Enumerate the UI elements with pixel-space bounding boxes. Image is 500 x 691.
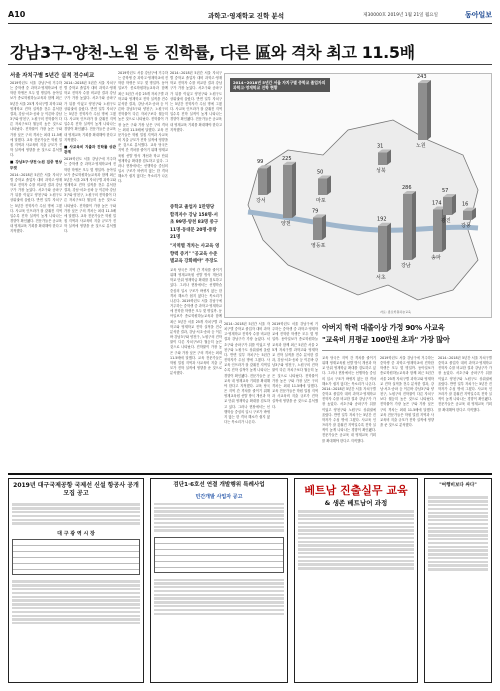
district-value: 31 bbox=[377, 143, 384, 150]
main-headline: 강남3구-양천-노원 등 진학률, 다른 區와 격차 최고 11.5배 bbox=[10, 43, 415, 62]
ad-airport-notice bbox=[8, 478, 144, 683]
side-kicker-2: "지역별 격차는 사교육 영향력 증거" "공교육 수준별교육 강화해야" 주장도 bbox=[170, 244, 220, 265]
district-name: 강서 bbox=[256, 198, 266, 204]
district-name: 성북 bbox=[376, 168, 386, 174]
district-bar bbox=[463, 211, 472, 220]
ad3-body bbox=[295, 507, 417, 573]
district-bar bbox=[443, 197, 452, 215]
district-bar bbox=[313, 217, 322, 240]
body-text: 교육 당국은 지역 간 격차를 줄이기 위해 영재교육원 선발 방식 개선과 학교 단위 영재학급 확대를 검토하고 있다. 그러나 현장에서는 선행학습 중심의 입시 구조가 바뀌지 않는 한 격차 해소가 쉽지 않다는 목소리가 나온다. bbox=[224, 383, 270, 424]
story2-headline bbox=[322, 322, 492, 346]
body-text: 교육 당국은 지역 간 격차를 줄이기 위해 영재교육원 선발 방식 개선과 학교 단위 영재학급 확대를 검토하고 있다. 그러나 현장에서는 선행학습 중심의 입시 구조가 바뀌지 않는 한 격차 해소가 쉽지 않다는 목소리가 나온다. bbox=[322, 356, 376, 386]
article-column-3 bbox=[118, 71, 168, 469]
district-name: 광진 bbox=[441, 218, 451, 224]
body-text: 2019학년도 서울 강남구에 거주하는 중학생 중 과학고·영재학교에 진학한 학생은 모두 몇 명일까. 동아일보가 종로학원하늘교육과 함께 최근 5년간 서울 25개 자치구별 과학고와 영재학교 진학 실적을 전수 분석한 결과, 강남·서초·송파 등 이른바 강남3구와 양천구, 노원구의 진학률이 다른 자치구보다 월등히 높은 것으로 나타났다. 진학률이 가장 높은 구와 가장 낮은 구의 격차는 최대 11.5배에 달했다. 교육 전문가들은 학원 밀집 지역과 사교육비 지출 규모가 진학 실적에 영향을 준 것으로 분석했다. bbox=[10, 81, 62, 158]
district-value: 286 bbox=[402, 185, 412, 191]
body-text: 2019학년도 서울 강남구에 거주하는 중학생 중 과학고·영재학교에 진학한 학생은 모두 몇 명일까. 동아일보가 종로학원하늘교육과 함께 최근 5년간 서울 25개 자치구별 과학고와 영재학교 진학 실적을 전수 분석한 결과, 강남·서초·송파 등 이른바 강남3구와 양천구, 노원구의 진학률이 다른 자치구보다 월등히 높은 것으로 나타났다. 진학률이 가장 높은 구와 가장 낮은 구의 격차는 최대 11.5배에 달했다. 교육 전문가들은 학원 밀집 지역과 사교육비 지출 규모가 진학 실적에 영향을 준 것으로 분석했다. bbox=[118, 71, 168, 148]
ad1-body-2 bbox=[9, 577, 143, 628]
district-value: 99 bbox=[257, 159, 264, 166]
district-name: 송파 bbox=[431, 255, 441, 261]
ad4-title: "여행비보다 싸다" bbox=[439, 483, 477, 488]
ad1-title: 2019년 대구국제공항 국제선 신설 항공사 공개모집 공고 bbox=[13, 482, 139, 497]
ad1-issuer: 대 구 광 역 시 장 bbox=[57, 531, 95, 538]
district-name: 영등포 bbox=[311, 243, 326, 249]
body-text: 교육 당국은 지역 간 격차를 줄이기 위해 영재교육원 선발 방식 개선과 학교 단위 영재학급 확대를 검토하고 있다. 그러나 현장에서는 선행학습 중심의 입시 구조가 바뀌지 않는 한 격차 해소가 쉽지 않다는 목소리가 나온다. bbox=[170, 268, 222, 303]
district-name: 마포 bbox=[316, 198, 326, 204]
district-name: 서초 bbox=[376, 275, 386, 281]
ad-travel bbox=[424, 478, 492, 683]
bar-side bbox=[267, 165, 271, 195]
story2-column-3 bbox=[438, 356, 492, 469]
ad-section-divider bbox=[8, 473, 492, 475]
article-column-1 bbox=[10, 81, 62, 469]
body-text: 2019학년도 서울 강남구에 거주하는 중학생 중 과학고·영재학교에 진학한 학생은 모두 몇 명일까. 동아일보가 종로학원하늘교육과 함께 최근 5년간 서울 25개 자치구별 과학고와 영재학교 진학 실적을 전수 분석한 결과, 강남·서초·송파 등 이른바 강남3구와 양천구, 노원구의 진학률이 다른 자치구보다 월등히 높은 것으로 나타났다. 진학률이 가장 높은 구와 가장 낮은 구의 격차는 최대 11.5배에 달했다. 교육 전문가들은 학원 밀집 지역과 사교육비 지출 규모가 진학 실적에 영향을 준 것으로 분석했다. bbox=[170, 298, 222, 376]
district-value: 79 bbox=[312, 208, 319, 215]
column-midhead: ■ 강남3구·양천·노원 집중 현상 뚜렷 bbox=[10, 160, 62, 170]
district-value: 192 bbox=[377, 216, 387, 223]
article-column-6 bbox=[272, 322, 318, 469]
district-value: 50 bbox=[317, 169, 324, 176]
district-bar bbox=[403, 194, 412, 260]
ad1-body bbox=[9, 500, 143, 528]
column-midhead: ■ 사교육비 지출과 진학률 상관관계 bbox=[64, 144, 116, 155]
ad2-body bbox=[151, 500, 287, 536]
body-text: 2019학년도 서울 강남구에 거주하는 중학생 중 과학고·영재학교에 진학한 학생은 모두 몇 명일까. 동아일보가 종로학원하늘교육과 함께 최근 5년간 서울 25개 자치구별 과학고와 영재학교 진학 실적을 전수 분석한 결과, 강남·서초·송파 등 이른바 강남3구와 양천구, 노원구의 진학률이 다른 자치구보다 월등히 높은 것으로 나타났다. 진학률이 가장 높은 구와 가장 낮은 구의 격차는 최대 11.5배에 달했다. 교육 전문가들은 학원 밀집 지역과 사교육비 지출 규모가 진학 실적에 영향을 준 것으로 분석했다. bbox=[272, 322, 318, 409]
newspaper-name: 동아일보 bbox=[464, 11, 492, 19]
bar-side bbox=[327, 176, 331, 195]
bar-side bbox=[322, 214, 326, 240]
district-name: 양천 bbox=[281, 221, 291, 227]
district-name: 강남 bbox=[401, 263, 411, 269]
ad2-body-2 bbox=[151, 575, 287, 618]
article-column-4 bbox=[170, 71, 222, 201]
body-text: 교육 당국은 지역 간 격차를 줄이기 위해 영재교육원 선발 방식 개선과 학교 단위 영재학급 확대를 검토하고 있다. 그러나 현장에서는 선행학습 중심의 입시 구조가 바뀌지 않는 한 격차 해소가 쉽지 않다는 목소리가 나온다. bbox=[118, 143, 168, 184]
bar-side bbox=[427, 80, 431, 140]
district-value: 16 bbox=[462, 201, 469, 208]
ad1-table bbox=[12, 539, 140, 575]
district-bar bbox=[378, 226, 387, 272]
body-text: 2014∼2018년 5년간 서울 자치구별 중학교 졸업자 대비 과학고·영재학교 진학자 수를 비교한 결과 강남구가 가장 높았다. 서초구와 송파구가 뒤를 이었고 양천구와 노원구도 상위권에 올랐다. 반면 일부 자치구는 5년간 진학자가 수십 명에 그쳤다. 사교육 인프라가 잘 갖춰진 지역일수록 진학 실적이 높게 나타나는 경향이 확인됐다. 전문가들은 공교육 내 영재교육 기회를 확대해야 한다고 지적했다. bbox=[224, 322, 270, 388]
article-column-4b bbox=[170, 268, 222, 469]
body-text: 2014∼2018년 5년간 서울 자치구별 중학교 졸업자 대비 과학고·영재학교 진학자 수를 비교한 결과 강남구가 가장 높았다. 서초구와 송파구가 뒤를 이었고 양천구와 노원구도 상위권에 올랐다. 반면 일부 자치구는 5년간 진학자가 수십 명에 그쳤다. 사교육 인프라가 잘 갖춰진 지역일수록 진학 실적이 높게 나타나는 경향이 확인됐다. 전문가들은 공교육 내 영재교육 기회를 확대해야 한다고 지적했다. bbox=[438, 356, 492, 412]
body-text: 2014∼2018년 5년간 서울 자치구별 중학교 졸업자 대비 과학고·영재학교 진학자 수를 비교한 결과 강남구가 가장 높았다. 서초구와 송파구가 뒤를 이었고 양천구와 노원구도 상위권에 올랐다. 반면 일부 자치구는 5년간 진학자가 수십 명에 그쳤다. 사교육 인프라가 잘 갖춰진 지역일수록 진학 실적이 높게 나타나는 경향이 확인됐다. 전문가들은 공교육 내 영재교육 기회를 확대해야 한다고 지적했다. bbox=[322, 386, 376, 443]
body-text: 2019학년도 서울 강남구에 거주하는 중학생 중 과학고·영재학교에 진학한 학생은 모두 몇 명일까. 동아일보가 종로학원하늘교육과 함께 최근 5년간 서울 25개 자치구별 과학고와 영재학교 진학 실적을 전수 분석한 결과, 강남·서초·송파 등 이른바 강남3구와 양천구, 노원구의 진학률이 다른 자치구보다 월등히 높은 것으로 나타났다. 진학률이 가장 높은 구와 가장 낮은 구의 격차는 최대 11.5배에 달했다. 교육 전문가들은 학원 밀집 지역과 사교육비 지출 규모가 진학 실적에 영향을 준 것으로 분석했다. bbox=[380, 356, 434, 428]
infographic-source: 자료: 종로학원하늘교육 bbox=[380, 310, 411, 314]
district-value: 174 bbox=[432, 200, 442, 207]
ad2-subtitle: 민간개발 사업자 공고 bbox=[195, 493, 243, 500]
body-text: 2019학년도 서울 강남구에 거주하는 중학생 중 과학고·영재학교에 진학한 학생은 모두 몇 명일까. 동아일보가 종로학원하늘교육과 함께 최근 5년간 서울 25개 자치구별 과학고와 영재학교 진학 실적을 전수 분석한 결과, 강남·서초·송파 등 이른바 강남3구와 양천구, 노원구의 진학률이 다른 자치구보다 월등히 높은 것으로 나타났다. 진학률이 가장 높은 구와 가장 낮은 구의 격차는 최대 11.5배에 달했다. 교육 전문가들은 학원 밀집 지역과 사교육비 지출 규모가 진학 실적에 영향을 준 것으로 분석했다. bbox=[64, 157, 116, 234]
district-bar bbox=[318, 179, 327, 195]
district-bar bbox=[418, 83, 427, 140]
story2-column-2 bbox=[380, 356, 434, 469]
bar-side bbox=[292, 162, 296, 218]
ad-vietnam-course bbox=[294, 478, 418, 683]
district-bar bbox=[378, 152, 387, 165]
article-subhead: 서울 자치구별 5년간 실적 전수비교 bbox=[10, 73, 95, 79]
infographic-title: 2014∼2018년 5년간 서울 자치구별 중학교 졸업자의 과학고·영재학교 진학 현황 bbox=[230, 78, 330, 92]
district-bar bbox=[283, 165, 292, 218]
page-header bbox=[8, 8, 492, 24]
story2-headline-line2: "교육비 月평균 100만원 초과" 가장 많아 bbox=[322, 335, 450, 344]
ad2-title: 검단1·6호선 연결 개발행위 특례사업 bbox=[173, 482, 265, 488]
headline-divider bbox=[8, 64, 492, 65]
bar-side bbox=[452, 194, 456, 215]
ad3-subtitle: & 생존 베트남어 과정 bbox=[324, 499, 388, 507]
district-bar bbox=[258, 168, 267, 195]
ad3-title: 베트남 진출실무 교육 bbox=[304, 484, 408, 497]
district-name: 노원 bbox=[416, 143, 426, 149]
ad4-body bbox=[425, 493, 491, 574]
article-column-5 bbox=[224, 322, 270, 469]
bar-side bbox=[412, 191, 416, 260]
body-text: 2014∼2018년 5년간 서울 자치구별 중학교 졸업자 대비 과학고·영재학교 진학자 수를 비교한 결과 강남구가 가장 높았다. 서초구와 송파구가 뒤를 이었고 양천구와 노원구도 상위권에 올랐다. 반면 일부 자치구는 5년간 진학자가 수십 명에 그쳤다. 사교육 인프라가 잘 갖춰진 지역일수록 진학 실적이 높게 나타나는 경향이 확인됐다. 전문가들은 공교육 내 영재교육 기회를 확대해야 한다고 지적했다. bbox=[64, 81, 116, 142]
section-title: 과학고·영재학교 진학 분석 bbox=[208, 12, 285, 20]
story2-divider bbox=[322, 350, 492, 351]
bar-side bbox=[387, 223, 391, 272]
issue-date: 제30000호 2019년 1월 21일 월요일 bbox=[363, 13, 438, 18]
ad2-table bbox=[154, 537, 284, 573]
district-name: 강동 bbox=[461, 223, 471, 229]
ad-development-notice bbox=[150, 478, 288, 683]
district-value: 57 bbox=[442, 188, 449, 195]
story2-headline-line1: 아버지 학력 대졸이상 가정 90% 사교육 bbox=[322, 323, 445, 332]
district-value: 243 bbox=[417, 74, 427, 81]
side-kicker: 중학교 졸업자 1만명당 합격자수 강남 158명·서초 99명·양천 83명 중구 11명·동대문 20명·중랑 21명 bbox=[170, 205, 219, 241]
district-bar bbox=[433, 209, 442, 252]
article-column-2 bbox=[64, 81, 116, 469]
story2-column-1 bbox=[322, 356, 376, 469]
district-value: 225 bbox=[282, 155, 292, 162]
body-text: 2014∼2018년 5년간 서울 자치구별 중학교 졸업자 대비 과학고·영재학교 진학자 수를 비교한 결과 강남구가 가장 높았다. 서초구와 송파구가 뒤를 이었고 양천구와 노원구도 상위권에 올랐다. 반면 일부 자치구는 5년간 진학자가 수십 명에 그쳤다. 사교육 인프라가 잘 갖춰진 지역일수록 진학 실적이 높게 나타나는 경향이 확인됐다. 전문가들은 공교육 내 영재교육 기회를 확대해야 한다고 지적했다. bbox=[170, 71, 222, 132]
page-number: A10 bbox=[8, 10, 26, 19]
body-text: 2014∼2018년 5년간 서울 자치구별 중학교 졸업자 대비 과학고·영재학교 진학자 수를 비교한 결과 강남구가 가장 높았다. 서초구와 송파구가 뒤를 이었고 양천구와 노원구도 상위권에 올랐다. 반면 일부 자치구는 5년간 진학자가 수십 명에 그쳤다. 사교육 인프라가 잘 갖춰진 지역일수록 진학 실적이 높게 나타나는 경향이 확인됐다. 전문가들은 공교육 내 영재교육 기회를 확대해야 한다고 지적했다. bbox=[10, 172, 62, 234]
